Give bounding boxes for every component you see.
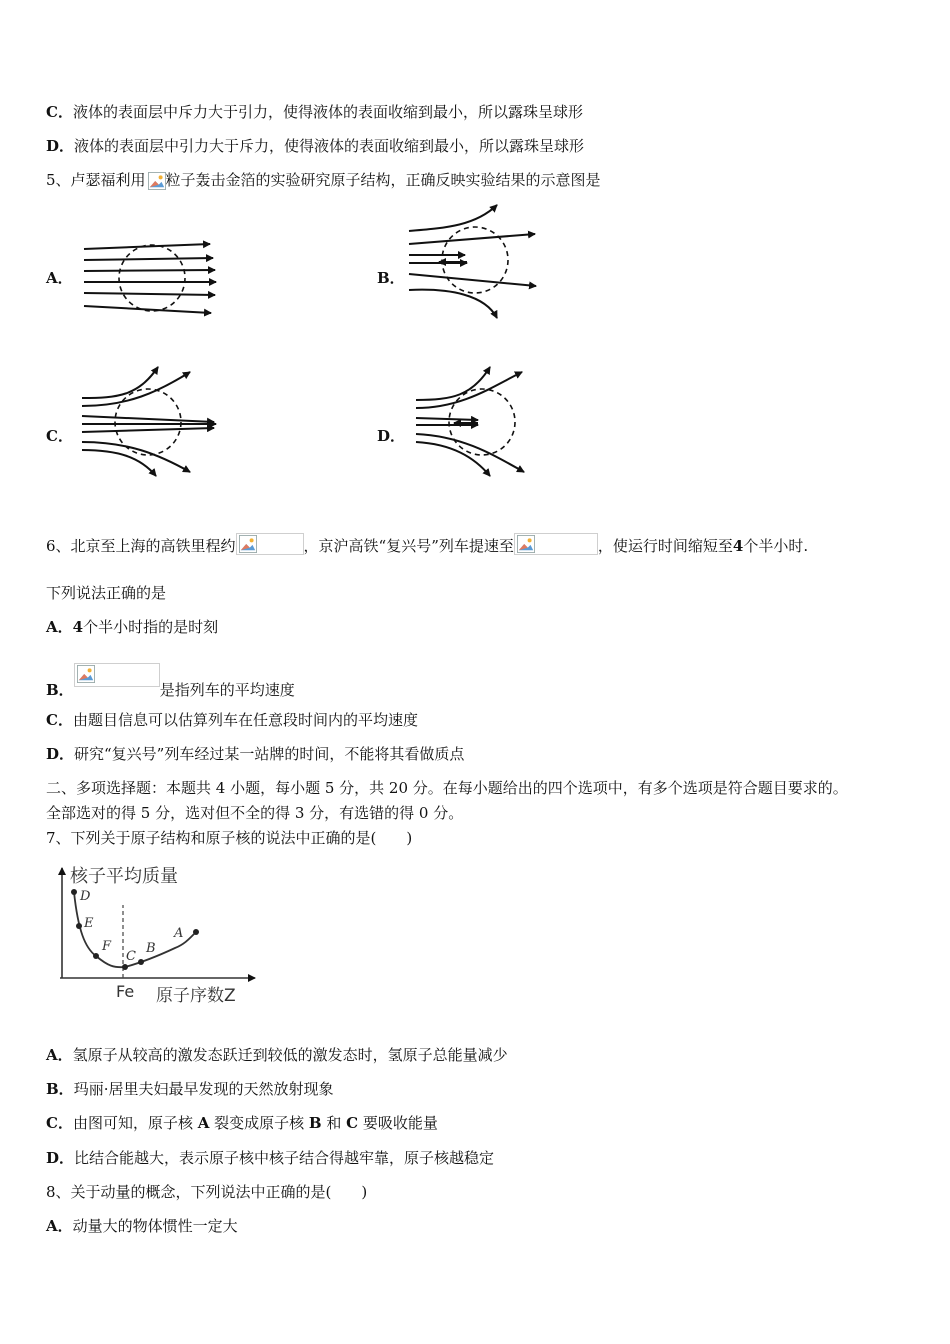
- nucleus-a: A: [197, 1114, 210, 1132]
- point-label-d: D: [80, 889, 91, 904]
- point-label-e: E: [84, 916, 94, 931]
- q7-binding-graph: [50, 860, 280, 1010]
- alpha-track: [416, 367, 490, 400]
- q6-option-b: [46, 663, 295, 700]
- alpha-track: [82, 442, 190, 472]
- option-label: A．: [46, 618, 73, 636]
- option-text: 氢原子从较高的激发态跃迁到较低的激发态时，氢原子总能量减少: [72, 1046, 508, 1064]
- q5-option-d-label: D．: [377, 427, 406, 445]
- x-axis-label: 原子序数Z: [156, 986, 236, 1006]
- point-c: [122, 964, 128, 970]
- option-label: D．: [46, 137, 75, 155]
- q5-figure-d: [412, 362, 552, 484]
- option-text: 个半小时指的是时刻: [83, 618, 219, 636]
- point-a: [193, 929, 199, 935]
- option-label: A．: [46, 1217, 73, 1235]
- alpha-track: [84, 244, 210, 249]
- section-2-heading-line2: 全部选对的得 5 分，选对但不全的得 3 分，有选错的得 0 分。: [46, 804, 464, 822]
- option-text: 由图可知，原子核: [72, 1114, 198, 1132]
- option-text: 液体的表面层中斥力大于引力，使得液体的表面收缩到最小，所以露珠呈球形: [72, 103, 583, 121]
- nucleus-c: C: [346, 1114, 359, 1132]
- option-label: A．: [46, 1046, 73, 1064]
- alpha-track: [416, 418, 478, 420]
- point-label-f: F: [102, 939, 112, 954]
- alpha-track: [84, 293, 215, 295]
- alpha-track: [409, 234, 535, 244]
- q5-figure-c: [78, 362, 226, 484]
- point-label-a: A: [174, 926, 184, 941]
- point-e: [76, 923, 82, 929]
- option-label: B．: [46, 681, 74, 699]
- q8-option-a: [46, 1216, 238, 1236]
- alpha-track: [82, 450, 156, 476]
- alpha-track: [84, 258, 213, 260]
- q6-stem-part4: 个半小时.: [743, 537, 809, 555]
- q5-figure-b: [405, 200, 545, 322]
- q6-sub-question: 下列说法正确的是: [46, 584, 167, 602]
- q7-stem: 7、下列关于原子结构和原子核的说法中正确的是( ): [46, 829, 413, 847]
- q5-option-c-label: C．: [46, 427, 73, 445]
- q7-option-a: [46, 1045, 508, 1065]
- nucleus-b: B: [308, 1114, 322, 1132]
- q6-stem-part1: 6、北京至上海的高铁里程约: [46, 537, 236, 555]
- y-axis-label: 核子平均质量: [70, 866, 178, 887]
- section-2-heading-line1: 二、多项选择题：本题共 4 小题，每小题 5 分，共 20 分。在每小题给出的四个选项中，有多个选项是符合题目要求的。: [46, 779, 848, 797]
- option-label: D．: [46, 1149, 75, 1167]
- option-label: B．: [46, 1080, 74, 1098]
- q6-stem-part3: ，使运行时间缩短至: [597, 537, 733, 555]
- alpha-track: [409, 290, 497, 318]
- q6-stem-number: 4: [732, 537, 744, 555]
- q5-option-a-label: A．: [46, 269, 73, 287]
- alpha-track: [409, 274, 536, 286]
- option-number: 4: [72, 618, 84, 636]
- alpha-track: [82, 416, 214, 422]
- q6-stem: [46, 533, 808, 556]
- q5-figure-a: [80, 236, 225, 318]
- x-tick-fe: Fe: [116, 982, 135, 1001]
- option-text: 由题目信息可以估算列车在任意段时间内的平均速度: [72, 711, 418, 729]
- point-f: [93, 953, 99, 959]
- point-label-c: C: [126, 949, 136, 964]
- alpha-track: [82, 428, 214, 432]
- speed-formula-image: [514, 533, 598, 555]
- q7-option-b: [46, 1079, 333, 1099]
- option-text: 裂变成原子核: [209, 1114, 309, 1132]
- option-label: C．: [46, 103, 73, 121]
- option-label: D．: [46, 745, 75, 763]
- option-text: 玛丽·居里夫妇最早发现的天然放射现象: [73, 1080, 334, 1098]
- point-label-b: B: [146, 941, 156, 956]
- q5-stem-before: 5、卢瑟福利用: [46, 171, 146, 189]
- q6-option-a: [46, 617, 218, 637]
- alpha-track: [84, 270, 215, 271]
- q8-stem: 8、关于动量的概念，下列说法中正确的是( ): [46, 1183, 368, 1201]
- q5-option-b-label: B．: [377, 269, 405, 287]
- alpha-track: [84, 306, 211, 313]
- option-text: 是指列车的平均速度: [159, 681, 295, 699]
- point-b: [138, 959, 144, 965]
- q4-option-c: [46, 102, 583, 122]
- q6-stem-part2: ，京沪高铁“复兴号”列车提速至: [303, 537, 514, 555]
- distance-formula-image: [236, 533, 304, 555]
- alpha-track: [416, 442, 490, 476]
- q7-option-c: [46, 1113, 438, 1133]
- option-text: 要吸收能量: [358, 1114, 438, 1132]
- q6-option-d: [46, 744, 464, 764]
- option-text: 动量大的物体惯性一定大: [72, 1217, 238, 1235]
- option-text: 液体的表面层中引力大于斥力，使得液体的表面收缩到最小，所以露珠呈球形: [74, 137, 585, 155]
- alpha-track: [82, 367, 158, 398]
- speed-formula-image: [74, 663, 160, 687]
- alpha-symbol-image: [146, 171, 166, 189]
- q7-option-d: [46, 1148, 494, 1168]
- q6-option-c: [46, 710, 418, 730]
- alpha-track: [409, 205, 497, 231]
- q4-option-d: [46, 136, 584, 156]
- option-text: 和: [321, 1114, 347, 1132]
- option-label: C．: [46, 1114, 73, 1132]
- q5-stem-after: 粒子轰击金箔的实验研究原子结构，正确反映实验结果的示意图是: [165, 171, 601, 189]
- option-label: C．: [46, 711, 73, 729]
- option-text: 研究“复兴号”列车经过某一站牌的时间，不能将其看做质点: [74, 745, 465, 763]
- point-d: [71, 889, 77, 895]
- nucleus-region: [119, 245, 185, 311]
- q5-stem: [46, 170, 601, 190]
- option-text: 比结合能越大，表示原子核中核子结合得越牢靠，原子核越稳定: [74, 1149, 495, 1167]
